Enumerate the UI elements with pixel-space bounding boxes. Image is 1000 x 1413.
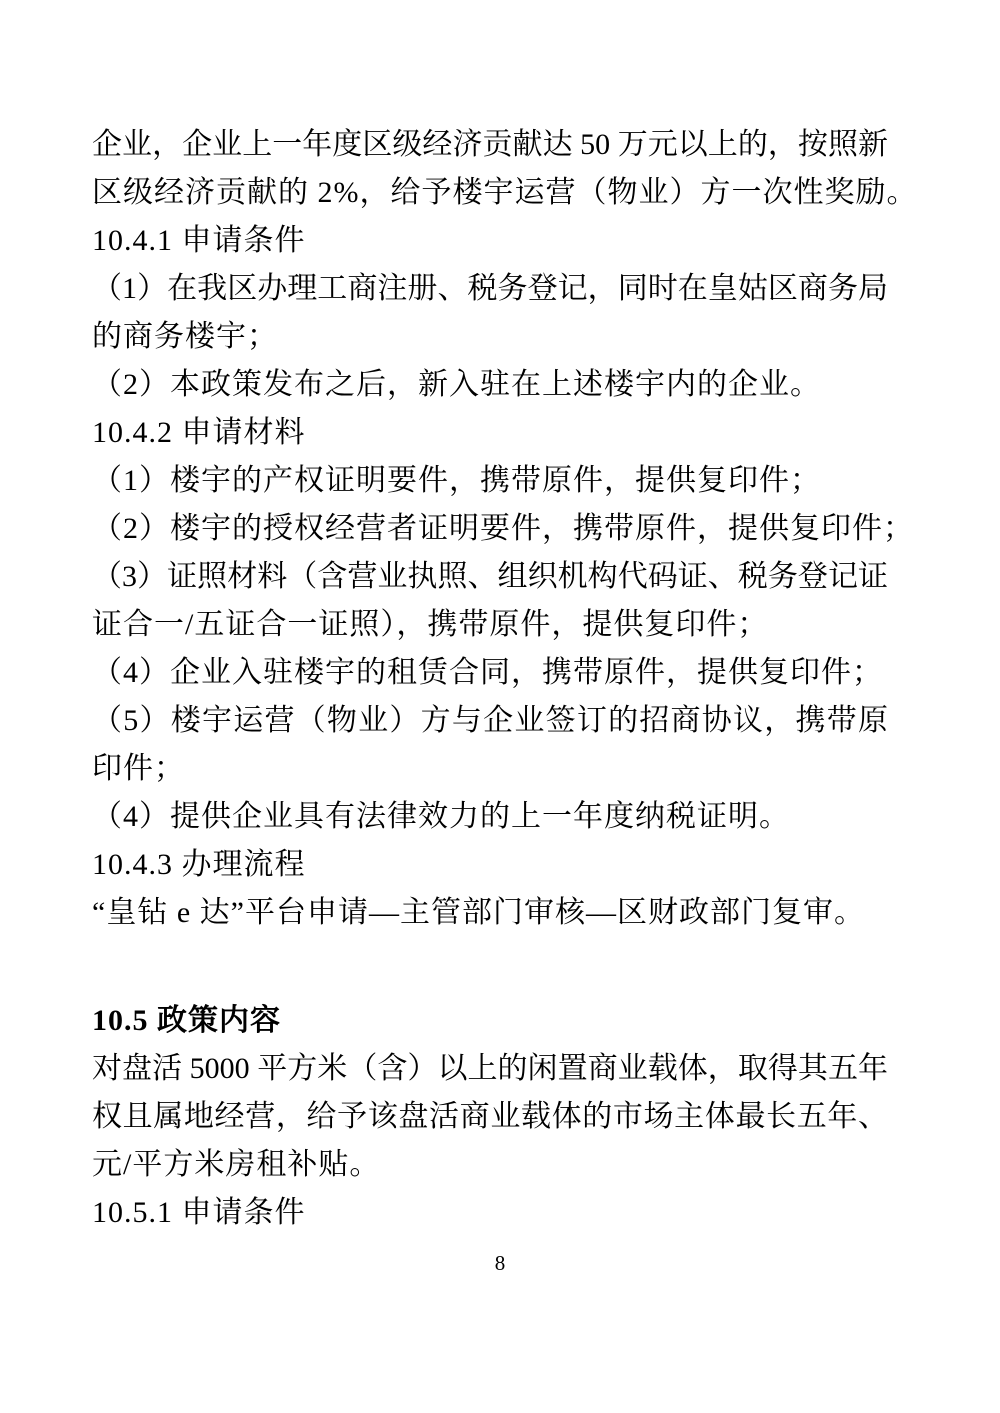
- list-item-material-6: （4）提供企业具有法律效力的上一年度纳税证明。: [92, 800, 790, 833]
- list-item-material-5: （5）楼宇运营（物业）方与企业签订的招商协议，携带原: [92, 704, 888, 737]
- paragraph-line: 元/平方米房租补贴。: [92, 1148, 381, 1181]
- list-item-material-4: （4）企业入驻楼宇的租赁合同，携带原件，提供复印件；: [92, 656, 883, 689]
- process-flow-line: “皇钻 e 达”平台申请—主管部门审核—区财政部门复审。: [92, 896, 865, 929]
- document-body: [92, 121, 918, 1237]
- paragraph-line: 证合一/五证合一证照），携带原件，提供复印件；: [92, 608, 769, 641]
- paragraph-line: 对盘活 5000 平方米（含）以上的闲置商业载体，取得其五年: [92, 1052, 888, 1085]
- subsection-heading-10-4-3: 10.4.3 办理流程: [92, 848, 306, 881]
- list-item-material-2: （2）楼宇的授权经营者证明要件，携带原件，提供复印件；: [92, 512, 914, 545]
- paragraph-line: 企业，企业上一年度区级经济贡献达 50 万元以上的，按照新: [92, 128, 888, 161]
- blank-line: [92, 937, 888, 997]
- list-item-material-1: （1）楼宇的产权证明要件，携带原件，提供复印件；: [92, 464, 821, 497]
- page-footer: [0, 1248, 1000, 1278]
- list-item-material-3: （3）证照材料（含营业执照、组织机构代码证、税务登记证: [92, 560, 888, 593]
- page-number: 8: [494, 1251, 506, 1275]
- section-heading-10-5: 10.5 政策内容: [92, 1004, 281, 1037]
- paragraph-line: 印件；: [92, 752, 185, 785]
- paragraph-line: 区级经济贡献的 2%，给予楼宇运营（物业）方一次性奖励。: [92, 176, 918, 209]
- subsection-heading-10-5-1: 10.5.1 申请条件: [92, 1196, 306, 1229]
- paragraph-line: 权且属地经营，给予该盘活商业载体的市场主体最长五年、: [92, 1100, 888, 1133]
- subsection-heading-10-4-2: 10.4.2 申请材料: [92, 416, 306, 449]
- paragraph-line: 的商务楼宇；: [92, 320, 278, 353]
- list-item-condition-1: （1）在我区办理工商注册、税务登记，同时在皇姑区商务局: [92, 272, 888, 305]
- list-item-condition-2: （2）本政策发布之后，新入驻在上述楼宇内的企业。: [92, 368, 821, 401]
- subsection-heading-10-4-1: 10.4.1 申请条件: [92, 224, 306, 257]
